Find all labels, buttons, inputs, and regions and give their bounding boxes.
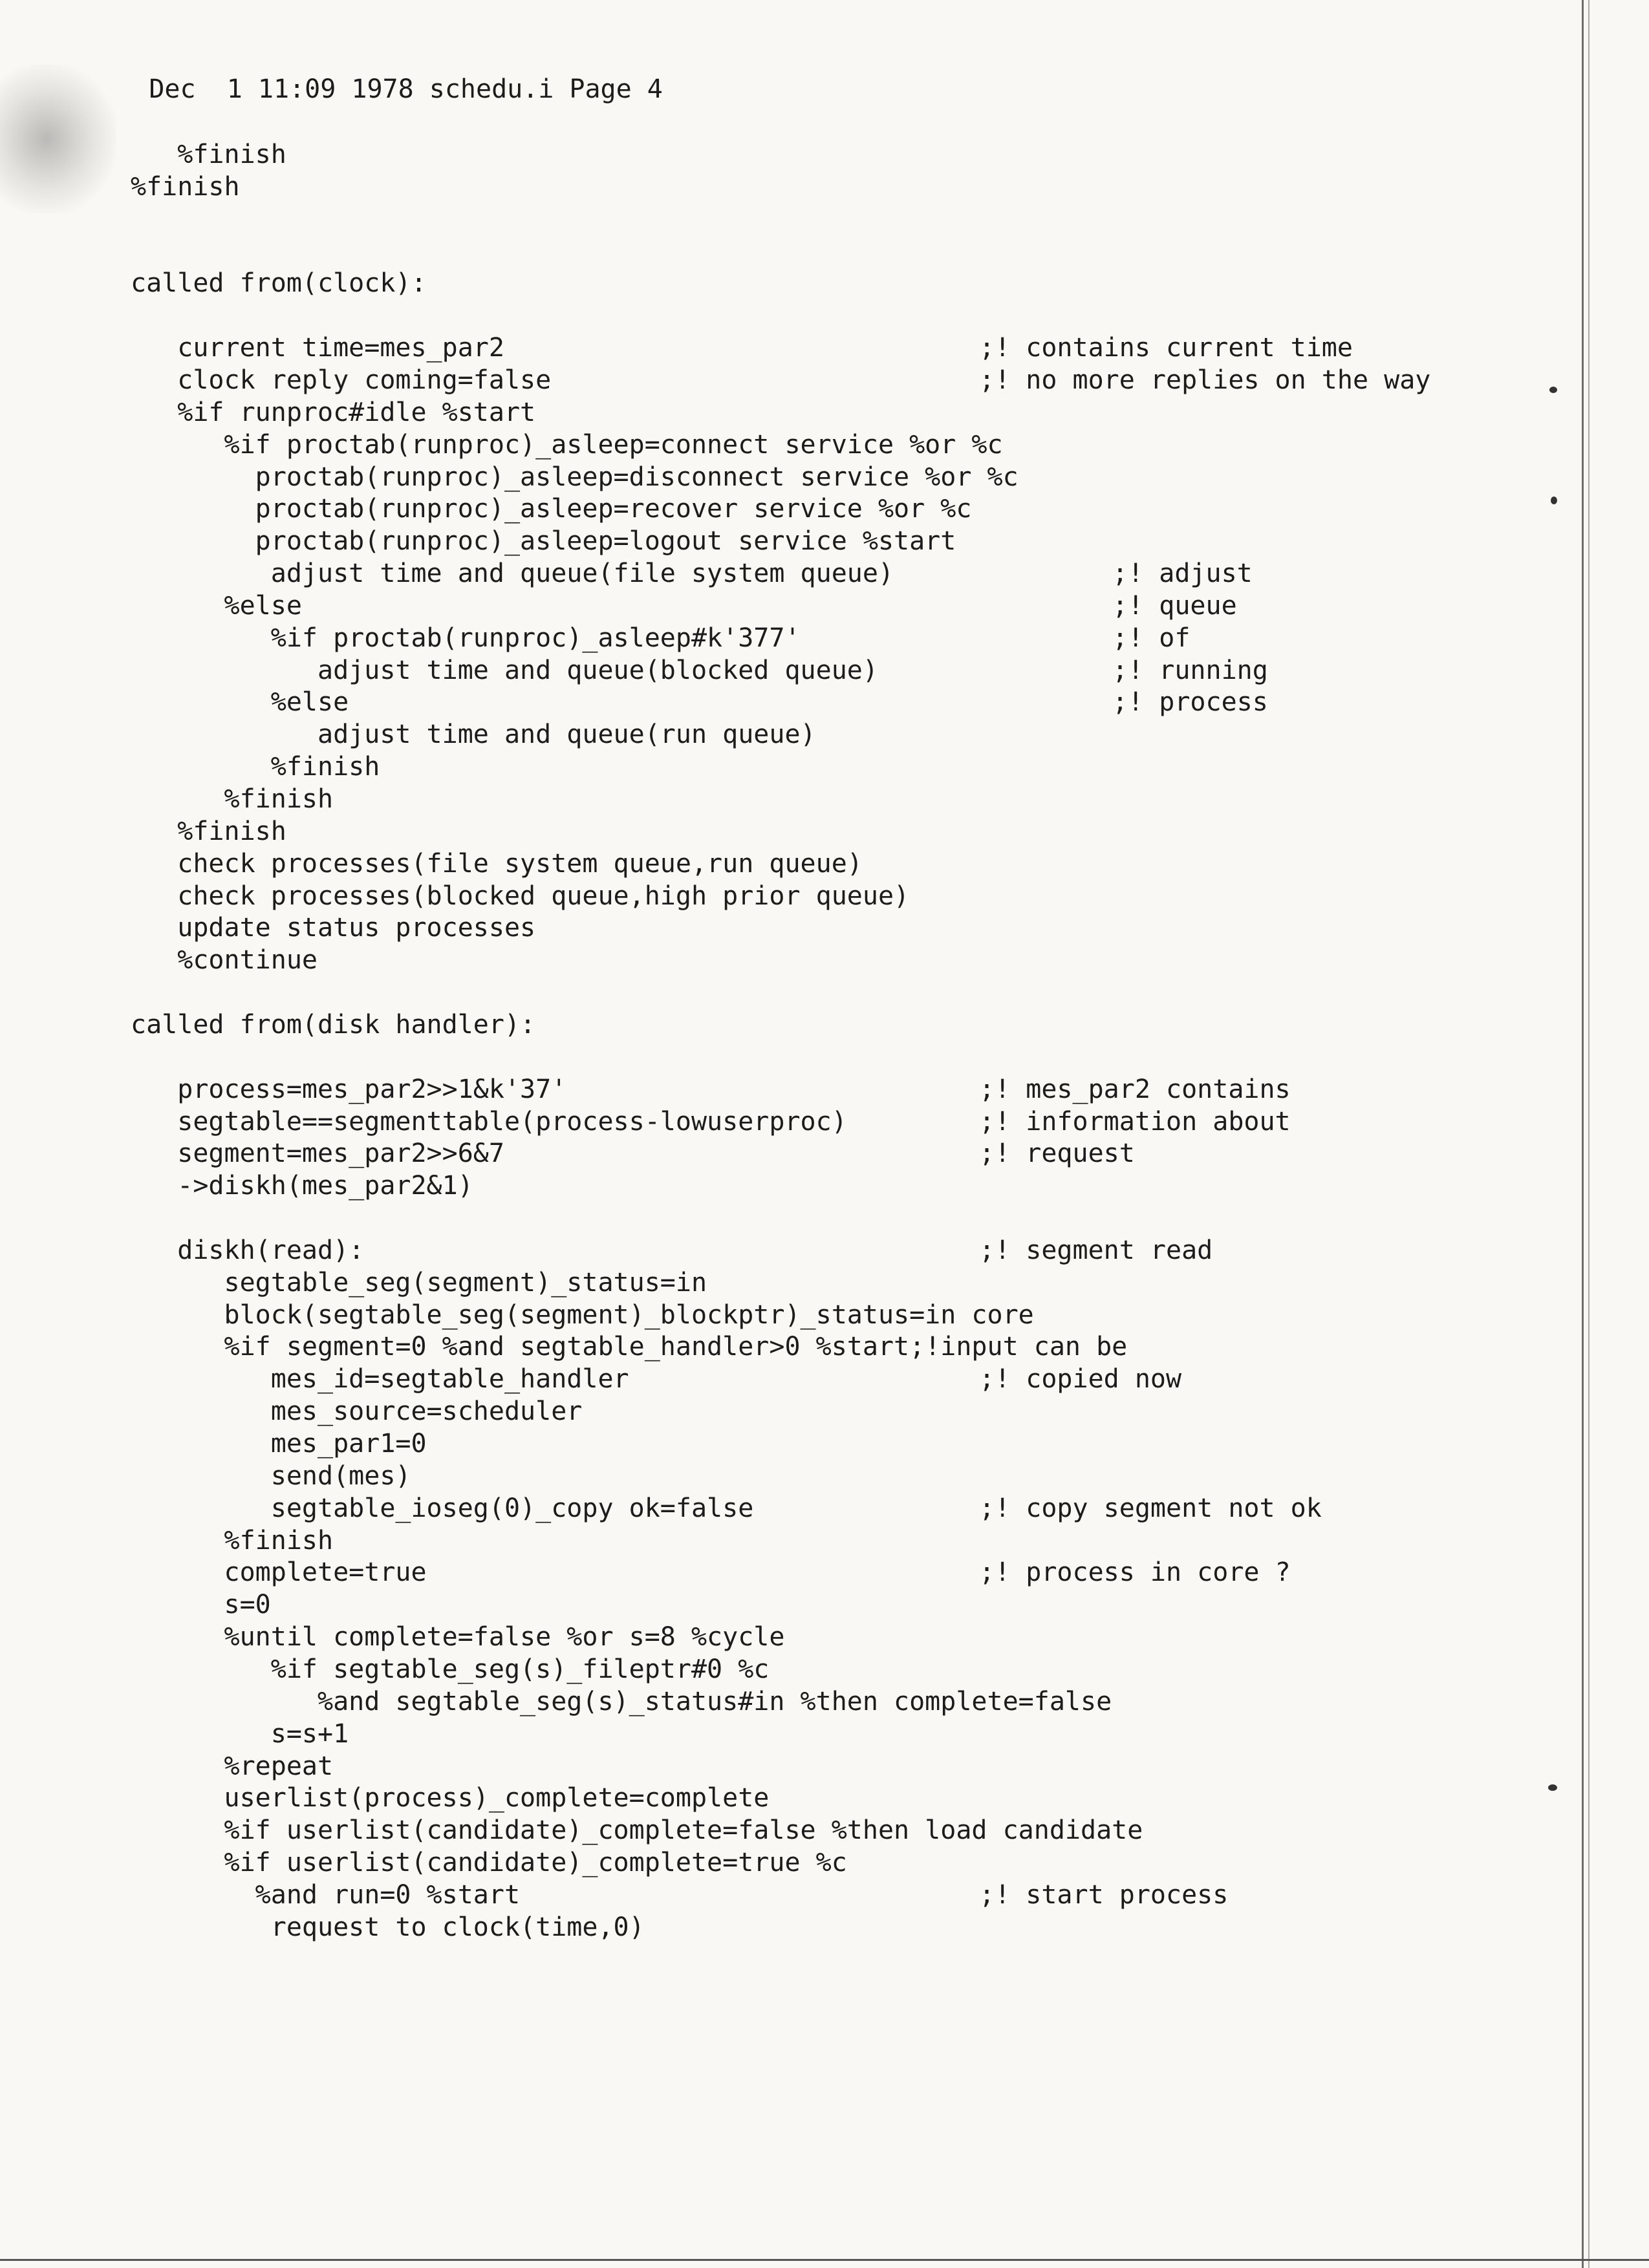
code-text: update status processes [131, 913, 536, 943]
code-text: %finish [131, 752, 380, 782]
page-header [87, 43, 678, 136]
page-edge-bottom [0, 2259, 1649, 2261]
code-line [131, 268, 427, 299]
code-comment: ;! segment read [979, 1236, 1213, 1265]
code-text: segtable==segmenttable(process-lowuserproc) [131, 1107, 847, 1137]
code-line [131, 429, 1003, 460]
code-comment: ;! information about [979, 1107, 1291, 1137]
code-text: %if userlist(candidate)_complete=true %c [131, 1848, 847, 1878]
code-line [131, 623, 801, 654]
code-text: %finish [131, 784, 334, 814]
code-text: clock reply coming=false [131, 365, 552, 395]
code-line [131, 1396, 582, 1427]
code-line [131, 816, 286, 847]
code-text: segtable_seg(segment)_status=in [131, 1268, 707, 1298]
code-line [131, 1621, 784, 1653]
code-line [131, 784, 333, 815]
header-page: Page 4 [569, 74, 663, 104]
code-text: diskh(read): [131, 1236, 365, 1265]
scan-speck [1548, 1784, 1557, 1791]
code-line [131, 945, 318, 976]
code-line [131, 1106, 847, 1137]
code-line [131, 1493, 753, 1524]
code-comment: ;! copied now [979, 1364, 1182, 1394]
code-text: %if proctab(runproc)_asleep#k'377' [131, 623, 801, 653]
code-line [131, 751, 380, 782]
code-text: adjust time and queue(file system queue) [131, 559, 894, 588]
code-text: %finish [131, 172, 240, 202]
code-text: %finish [131, 817, 286, 846]
code-text: %if runproc#idle %start [131, 398, 536, 427]
code-comment: ;! contains current time [979, 333, 1353, 363]
code-line [131, 1557, 427, 1588]
code-comment: ;! process in core ? [979, 1557, 1291, 1587]
code-text: %finish [131, 1526, 334, 1556]
code-line [131, 1686, 1112, 1717]
code-text: %if proctab(runproc)_asleep=connect service %or %c [131, 430, 1003, 460]
code-comment: ;! no more replies on the way [979, 365, 1431, 395]
code-line [131, 912, 535, 943]
code-text: %if segment=0 %and segtable_handler>0 %start;!input can be [131, 1332, 1128, 1362]
code-line [131, 493, 971, 524]
code-text: userlist(process)_complete=complete [131, 1783, 770, 1813]
code-line [131, 687, 349, 718]
code-line [131, 1235, 364, 1266]
code-text: %and run=0 %start [131, 1880, 521, 1910]
code-line [131, 1267, 707, 1298]
code-line [131, 365, 551, 396]
code-comment: ;! mes_par2 contains [979, 1075, 1291, 1104]
code-text: called from(clock): [131, 268, 427, 298]
code-text: %and segtable_seg(s)_status#in %then complete=false [131, 1687, 1112, 1717]
code-line [131, 526, 956, 557]
code-line [131, 1815, 1143, 1846]
code-line [131, 1331, 1127, 1362]
code-text: %repeat [131, 1751, 334, 1781]
code-line [131, 171, 240, 202]
code-text: %else [131, 591, 302, 621]
code-line [131, 848, 863, 879]
code-line [131, 1170, 473, 1201]
code-line [131, 1138, 504, 1169]
code-line [131, 1525, 333, 1556]
code-line [131, 558, 894, 589]
code-text: send(mes) [131, 1461, 411, 1491]
code-line [131, 590, 302, 621]
code-line [131, 719, 816, 750]
code-text: proctab(runproc)_asleep=disconnect service %or %c [131, 462, 1018, 492]
code-line [131, 1654, 769, 1685]
code-text: s=0 [131, 1590, 271, 1620]
code-line [131, 1751, 333, 1782]
code-text: segment=mes_par2>>6&7 [131, 1139, 504, 1168]
code-text: %until complete=false %or s=8 %cycle [131, 1622, 785, 1652]
code-comment: ;! copy segment not ok [979, 1493, 1322, 1523]
code-text: mes_par1=0 [131, 1429, 427, 1459]
code-line [131, 397, 535, 428]
code-text: segtable_ioseg(0)_copy ok=false [131, 1493, 754, 1523]
code-text: %if userlist(candidate)_complete=false %then load candidate [131, 1815, 1143, 1845]
code-line [131, 1364, 629, 1395]
code-line [131, 1428, 427, 1459]
code-text: s=s+1 [131, 1719, 349, 1749]
code-text: %if segtable_seg(s)_fileptr#0 %c [131, 1654, 770, 1684]
code-text: ->diskh(mes_par2&1) [131, 1171, 473, 1201]
code-text: mes_source=scheduler [131, 1396, 583, 1426]
code-text: adjust time and queue(blocked queue) [131, 656, 878, 685]
code-text: complete=true [131, 1557, 427, 1587]
code-text: request to clock(time,0) [131, 1912, 645, 1942]
code-comment: ;! adjust [1112, 559, 1253, 588]
scan-speck [1551, 497, 1557, 504]
code-line [131, 1589, 271, 1620]
code-text: %continue [131, 945, 318, 975]
code-text: mes_id=segtable_handler [131, 1364, 629, 1394]
code-line [131, 1912, 645, 1943]
code-line [131, 1074, 566, 1105]
header-file: schedu.i [429, 74, 554, 104]
code-text: adjust time and queue(run queue) [131, 720, 816, 749]
code-text: check processes(blocked queue,high prior queue) [131, 881, 910, 911]
code-comment: ;! of [1112, 623, 1191, 653]
scan-speck [1549, 387, 1557, 393]
code-line [131, 1879, 520, 1910]
code-comment: ;! start process [979, 1880, 1229, 1910]
code-text: current time=mes_par2 [131, 333, 504, 363]
code-line [131, 462, 1018, 493]
code-line [131, 1009, 535, 1040]
code-text: proctab(runproc)_asleep=logout service %start [131, 526, 956, 556]
code-text: process=mes_par2>>1&k'37' [131, 1075, 567, 1104]
header-date: Dec 1 11:09 1978 [149, 74, 414, 104]
code-text: %finish [131, 140, 286, 169]
code-line [131, 881, 909, 912]
code-line [131, 139, 286, 170]
code-comment: ;! request [979, 1139, 1135, 1168]
code-line [131, 1782, 769, 1813]
code-line [131, 655, 878, 686]
code-line [131, 1300, 1034, 1331]
code-line [131, 1718, 349, 1749]
code-text: block(segtable_seg(segment)_blockptr)_status=in core [131, 1300, 1034, 1330]
code-text: %else [131, 687, 349, 717]
code-comment: ;! running [1112, 656, 1268, 685]
code-text: called from(disk handler): [131, 1010, 536, 1040]
code-comment: ;! process [1112, 687, 1268, 717]
code-line [131, 1847, 847, 1878]
page-edge-right [1582, 0, 1584, 2268]
code-text: proctab(runproc)_asleep=recover service %or %c [131, 494, 972, 524]
code-comment: ;! queue [1112, 591, 1237, 621]
code-line [131, 332, 504, 363]
code-line [131, 1460, 411, 1492]
page-edge-right-inner [1588, 0, 1590, 2268]
code-text: check processes(file system queue,run queue) [131, 849, 863, 879]
